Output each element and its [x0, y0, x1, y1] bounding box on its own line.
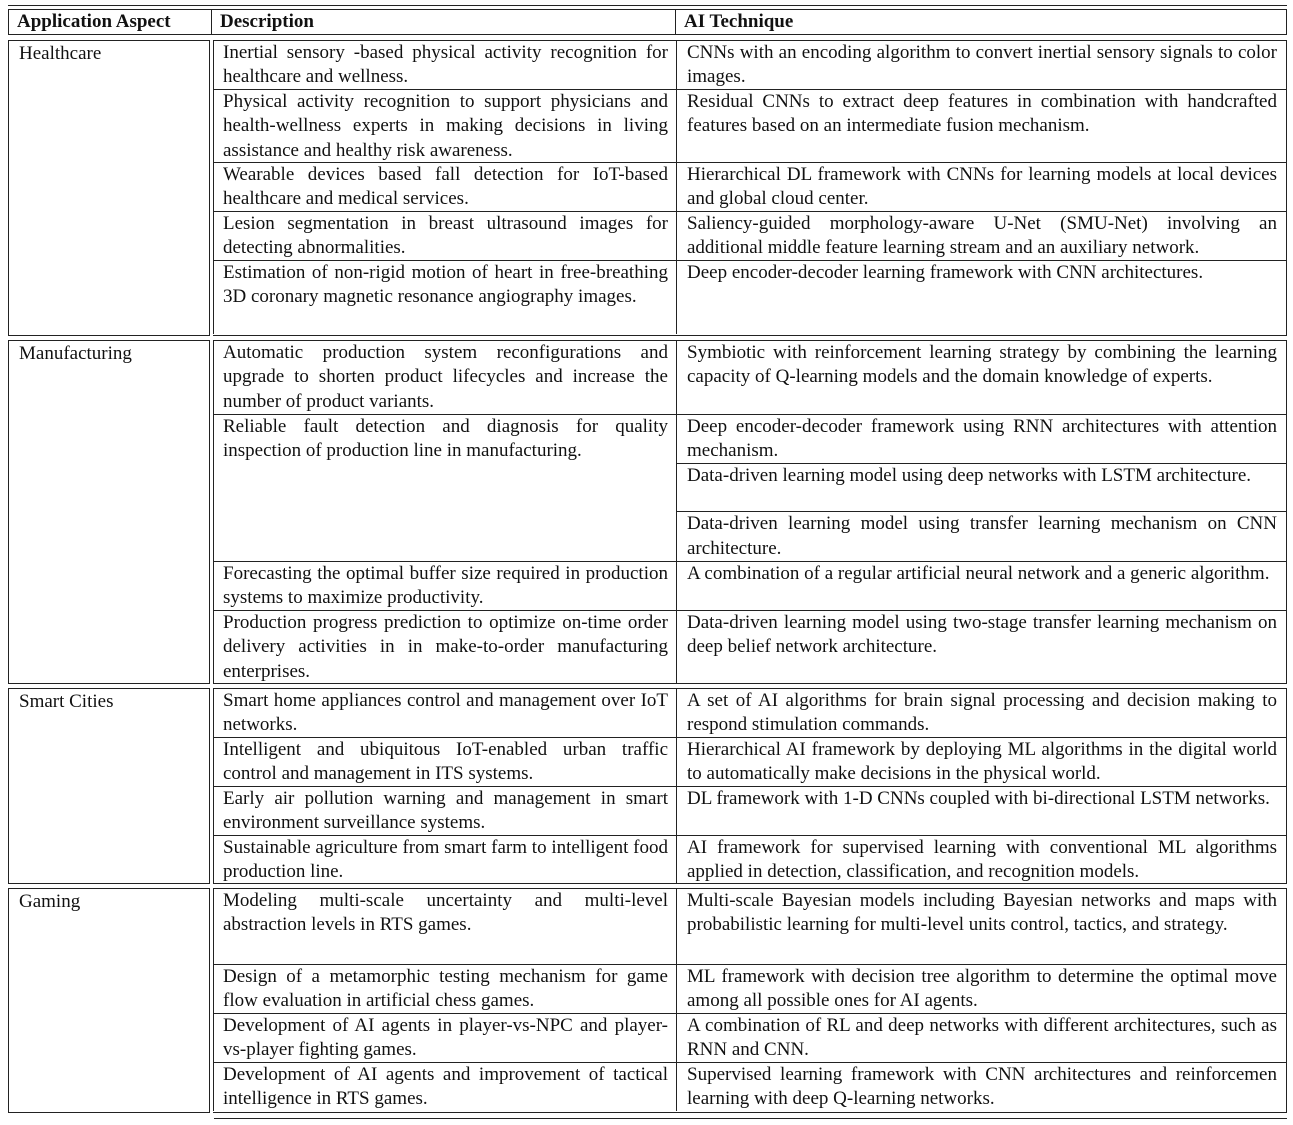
row-description: Development of AI agents and improvement of tactical intelligence in RTS games.: [213, 1063, 677, 1111]
header-aspect: Application Aspect: [8, 9, 212, 35]
section-rows: [213, 40, 1287, 336]
table-row: [213, 689, 1286, 738]
row-technique: Symbiotic with reinforcement learning strategy by combining the learning capacity of Q-learning models and the domain knowledge of experts.: [687, 342, 1277, 388]
row-description: Physical activity recognition to support physicians and health-wellness experts in making decisions in living assistance and healthy risk awareness.: [213, 90, 677, 162]
aspect-label: Manufacturing: [8, 340, 210, 684]
row-technique: Data-driven learning model using two-stage transfer learning mechanism on deep belief network architecture.: [687, 612, 1277, 658]
section-rows: [213, 888, 1287, 1113]
table-row: [213, 212, 1286, 261]
row-description: Design of a metamorphic testing mechanism for game flow evaluation in artificial chess games.: [213, 965, 677, 1013]
table-row: [213, 1014, 1286, 1063]
row-description: Wearable devices based fall detection for IoT-based healthcare and medical services.: [213, 163, 677, 211]
header-description: Description: [212, 9, 676, 35]
row-description: Modeling multi-scale uncertainty and multi-level abstraction levels in RTS games.: [213, 889, 677, 964]
table-row: [213, 836, 1286, 883]
row-technique: Deep encoder-decoder learning framework with CNN architectures.: [687, 262, 1204, 283]
row-description: Estimation of non-rigid motion of heart in free-breathing 3D coronary magnetic resonance angiography images.: [213, 261, 677, 334]
row-description: Automatic production system reconfigurations and upgrade to shorten product lifecycles and increase the number of product variants.: [213, 341, 677, 414]
row-technique: Deep encoder-decoder framework using RNN architectures with attention mechanism.: [677, 415, 1286, 464]
table-row: [213, 261, 1286, 334]
row-description: Early air pollution warning and management in smart environment surveillance systems.: [213, 787, 677, 835]
row-technique: A combination of RL and deep networks with different architectures, such as RNN and CNN.: [687, 1015, 1277, 1061]
table-row: [213, 562, 1286, 611]
row-description: Smart home appliances control and management over IoT networks.: [213, 689, 677, 737]
top-rule: [8, 5, 1287, 6]
row-technique: Multi-scale Bayesian models including Bayesian networks and maps with probabilistic learning for multi-level units control, tactics, and strategy.: [687, 890, 1277, 936]
section-smart-cities: [8, 688, 1287, 884]
row-technique: AI framework for supervised learning with conventional ML algorithms applied in detection, classification, and recognition models.: [687, 837, 1277, 883]
table-header: [8, 9, 1287, 35]
section-rows: [213, 688, 1287, 884]
row-technique: Residual CNNs to extract deep features in combination with handcrafted features based on an intermediate fusion mechanism.: [687, 91, 1277, 137]
row-description: Forecasting the optimal buffer size required in production systems to maximize productivity.: [213, 562, 677, 610]
row-description: Reliable fault detection and diagnosis for quality inspection of production line in manufacturing.: [213, 415, 677, 561]
row-description: Inertial sensory -based physical activity recognition for healthcare and wellness.: [213, 41, 677, 89]
table-row: [213, 787, 1286, 836]
table-row: [213, 738, 1286, 787]
row-technique: Saliency-guided morphology-aware U-Net (SMU-Net) involving an additional middle feature learning stream and an auxiliary network.: [687, 213, 1277, 259]
technique-group: [677, 415, 1286, 561]
aspect-label: Healthcare: [8, 40, 210, 336]
table-row: [213, 965, 1286, 1014]
table-row: [213, 889, 1286, 965]
row-technique: Supervised learning framework with CNN architectures and reinforcemen learning with deep Q-learning networks.: [687, 1064, 1277, 1110]
row-technique: DL framework with 1-D CNNs coupled with bi-directional LSTM networks.: [687, 788, 1270, 809]
section-gaming: [8, 888, 1287, 1113]
aspect-label: Gaming: [8, 888, 210, 1113]
section-manufacturing: [8, 340, 1287, 684]
row-technique: Data-driven learning model using deep networks with LSTM architecture.: [677, 464, 1286, 512]
bottom-rule: [214, 1118, 1287, 1119]
row-technique: ML framework with decision tree algorithm to determine the optimal move among all possible ones for AI agents.: [687, 966, 1277, 1012]
row-technique: A combination of a regular artificial neural network and a generic algorithm.: [687, 563, 1270, 584]
aspect-label: Smart Cities: [8, 688, 210, 884]
row-description: Development of AI agents in player-vs-NPC and player-vs-player fighting games.: [213, 1014, 677, 1062]
table-row: [213, 611, 1286, 683]
row-technique: Hierarchical DL framework with CNNs for learning models at local devices and global cloud center.: [687, 164, 1277, 210]
table-row: [213, 1063, 1286, 1111]
table-row: [213, 163, 1286, 212]
row-description: Production progress prediction to optimize on-time order delivery activities in in make-to-order manufacturing enterprises.: [213, 611, 677, 683]
row-description: Lesion segmentation in breast ultrasound images for detecting abnormalities.: [213, 212, 677, 260]
section-healthcare: [8, 40, 1287, 336]
table-row: [213, 41, 1286, 90]
row-technique: CNNs with an encoding algorithm to convert inertial sensory signals to color images.: [687, 42, 1277, 88]
table-row: [213, 341, 1286, 415]
table-row: [213, 415, 1286, 562]
row-technique: A set of AI algorithms for brain signal processing and decision making to respond stimulation commands.: [687, 690, 1277, 736]
table-row: [213, 90, 1286, 163]
row-technique: Data-driven learning model using transfer learning mechanism on CNN architecture.: [687, 513, 1277, 559]
header-technique: AI Technique: [676, 9, 1287, 35]
row-technique: Hierarchical AI framework by deploying ML algorithms in the digital world to automatically make decisions in the physical world.: [687, 739, 1277, 785]
row-description: Intelligent and ubiquitous IoT-enabled urban traffic control and management in ITS systems.: [213, 738, 677, 786]
row-description: Sustainable agriculture from smart farm to intelligent food production line.: [213, 836, 677, 883]
section-rows: [213, 340, 1287, 684]
